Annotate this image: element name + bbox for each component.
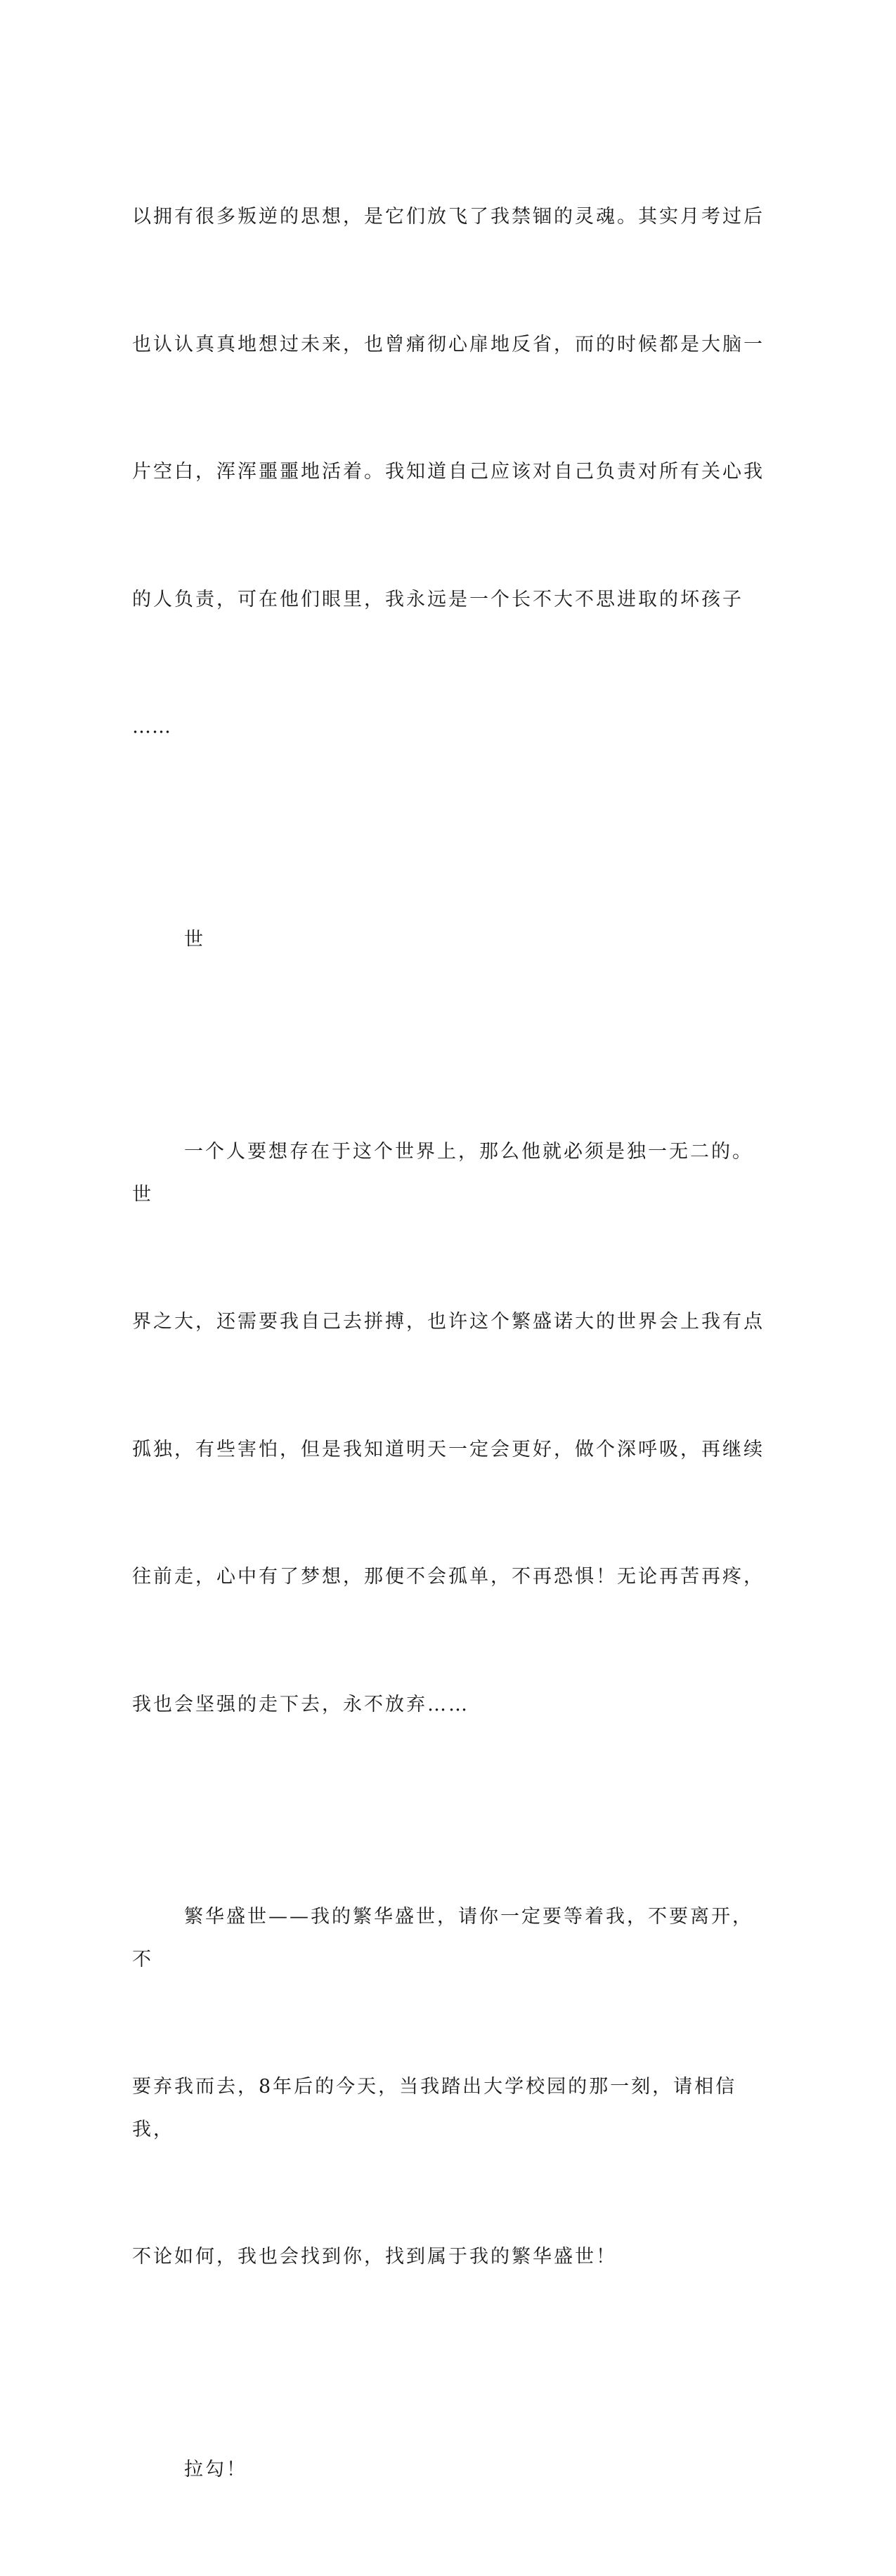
text-line: 一个人要想存在于这个世界上，那么他就必须是独一无二的。世 — [132, 1131, 765, 1216]
text-line: 界之大，还需要我自己去拼搏，也许这个繁盛诺大的世界会上我有点 — [132, 1301, 765, 1344]
paragraph-5 — [132, 2364, 765, 2576]
text-line: 以拥有很多叛逆的思想，是它们放飞了我禁锢的灵魂。其实月考过后 — [132, 196, 765, 239]
text-line: 孤独，有些害怕，但是我知道明天一定会更好，做个深呼吸，再继续 — [132, 1429, 765, 1472]
document-body — [132, 111, 765, 2576]
text-line: 也认认真真地想过未来，也曾痛彻心扉地反省，而的时候都是大脑一 — [132, 324, 765, 367]
paragraph-2 — [132, 834, 765, 1047]
text-line: 拉勾！ — [132, 2449, 765, 2492]
paragraph-3 — [132, 1046, 765, 1811]
text-line: 往前走，心中有了梦想，那便不会孤单，不再恐惧！无论再苦再疼， — [132, 1556, 765, 1599]
document-page — [0, 0, 896, 1159]
text-line: 我也会坚强的走下去，永不放弃…… — [132, 1684, 765, 1727]
text-line: …… — [132, 706, 765, 749]
text-line: 繁华盛世——我的繁华盛世，请你一定要等着我，不要离开，不 — [132, 1896, 765, 1981]
paragraph-1 — [132, 111, 765, 834]
text-line: 片空白，浑浑噩噩地活着。我知道自己应该对自己负责对所有关心我 — [132, 451, 765, 494]
text-line: 世 — [132, 919, 765, 962]
text-line: 要弃我而去，8年后的今天，当我踏出大学校园的那一刻，请相信我， — [132, 2066, 765, 2151]
paragraph-4 — [132, 1811, 765, 2364]
text-line: 的人负责，可在他们眼里，我永远是一个长不大不思进取的坏孩子 — [132, 579, 765, 622]
text-line: 不论如何，我也会找到你，找到属于我的繁华盛世！ — [132, 2236, 765, 2279]
